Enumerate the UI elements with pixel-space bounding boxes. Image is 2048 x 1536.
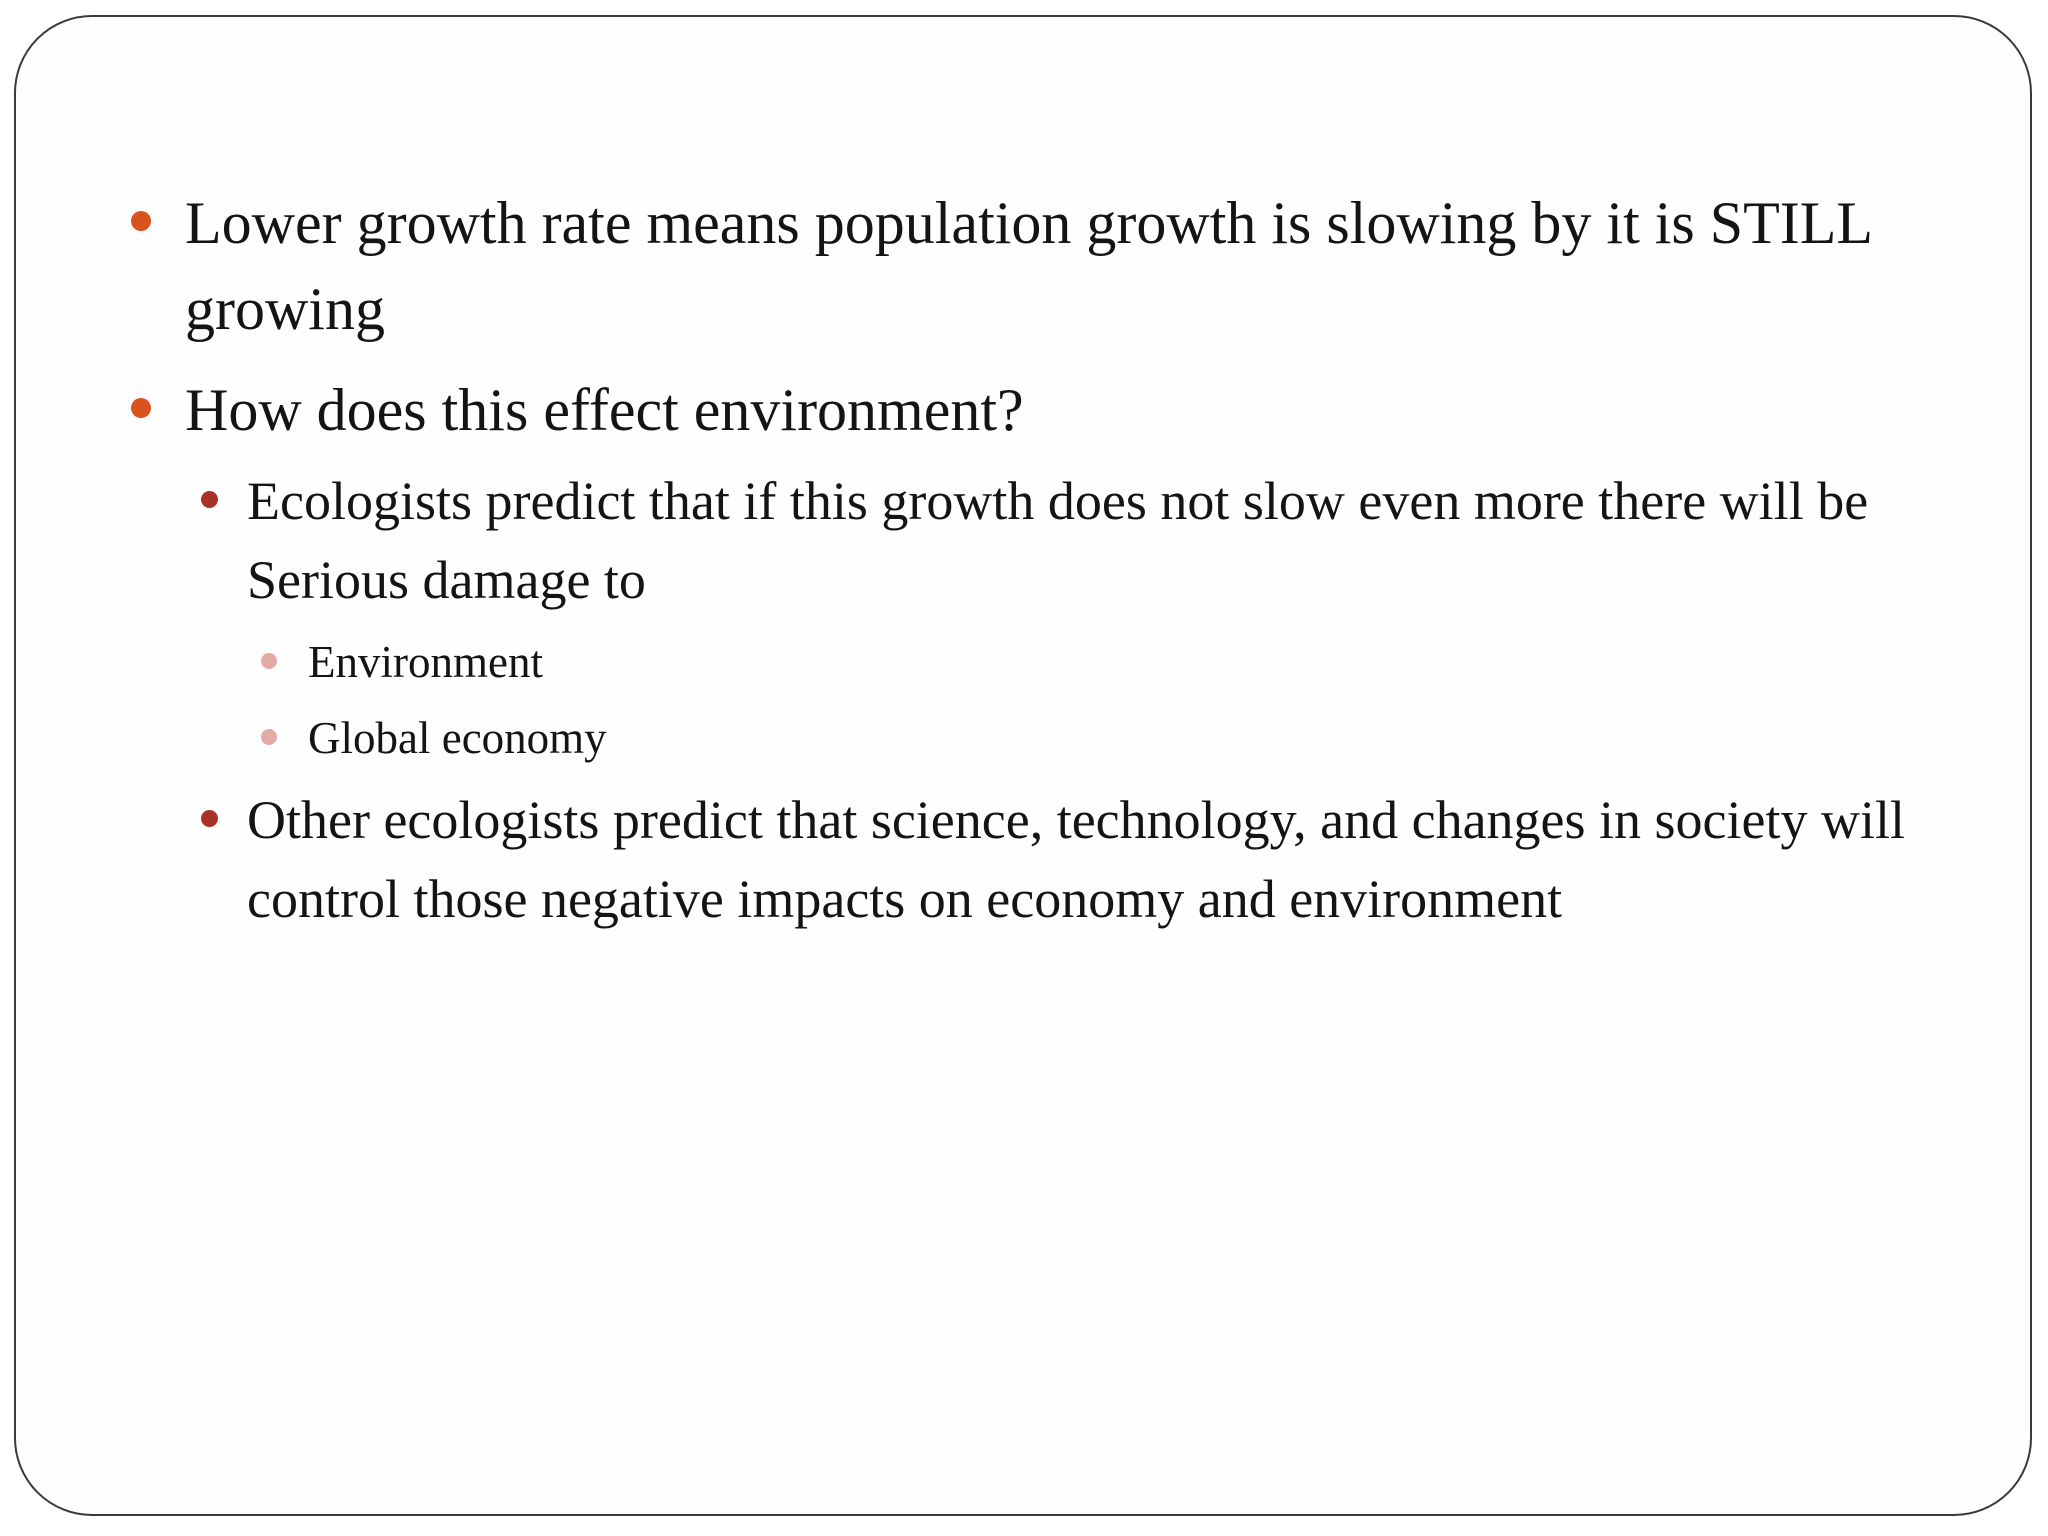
bullet-dot (261, 653, 277, 669)
bullet-dot (201, 810, 218, 827)
bullet-dot (201, 491, 218, 508)
bullet-item-level3: Environment (308, 637, 543, 687)
bullet-item-level1: Lower growth rate means population growth is slowing by it is STILL growing (185, 190, 1871, 342)
bullet-item-level3: Global economy (308, 713, 607, 763)
bullet-item-level2: Ecologists predict that if this growth does not slow even more there will be Serious damage to (247, 471, 1869, 610)
bullet-item-level2: Other ecologists predict that science, technology, and changes in society will control those negative impacts on economy and environment (247, 790, 1905, 929)
bullet-dot (131, 211, 151, 231)
bullet-dot (261, 729, 277, 745)
bullet-item-level1: How does this effect environment? (185, 377, 1024, 443)
bullet-dot (131, 398, 151, 418)
